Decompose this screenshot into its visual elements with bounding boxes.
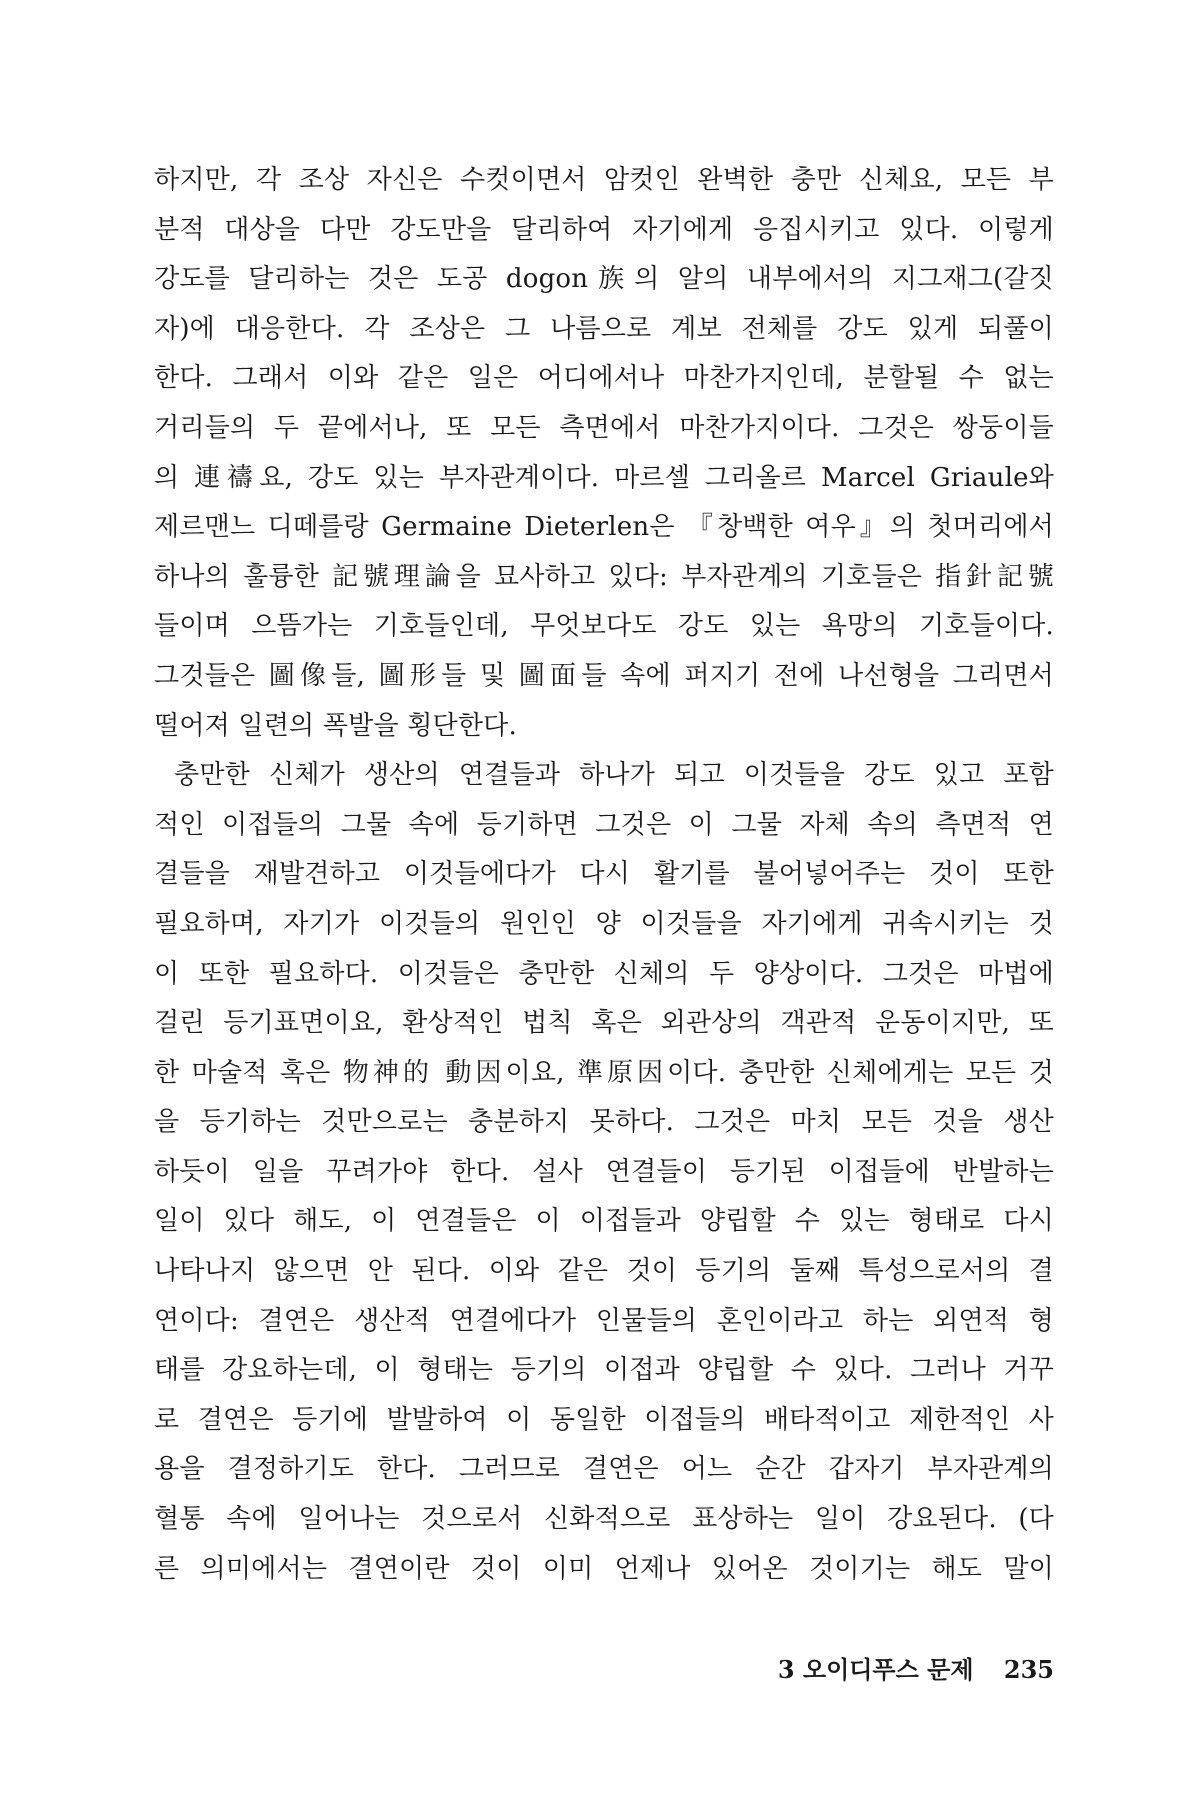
text-line: 이 또한 필요하다. 이것들은 충만한 신체의 두 양상이다. 그것은 마법에	[154, 958, 1054, 989]
text-line: 용을 결정하기도 한다. 그러므로 결연은 어느 순간 갑자기 부자관계의	[154, 1454, 1054, 1485]
text-line: 강도를 달리하는 것은 도공 dogon族의 알의 내부에서의 지그재그(갈짓	[154, 264, 1054, 295]
text-line: 을 등기하는 것만으로는 충분하지 못하다. 그것은 마치 모든 것을 생산	[154, 1107, 1054, 1138]
running-head: 3 오이디푸스 문제	[777, 1655, 974, 1684]
text-line: 걸린 등기표면이요, 환상적인 법칙 혹은 외관상의 객관적 운동이지만, 또	[154, 1008, 1054, 1039]
text-line: 태를 강요하는데, 이 형태는 등기의 이접과 양립할 수 있다. 그러나 거꾸	[154, 1355, 1054, 1386]
text-line: 결들을 재발견하고 이것들에다가 다시 활기를 불어넣어주는 것이 또한	[154, 859, 1054, 890]
text-line: 적인 이접들의 그물 속에 등기하면 그것은 이 그물 자체 속의 측면적 연	[154, 809, 1054, 840]
body-text	[154, 156, 1054, 1594]
text-line: 의 連禱요, 강도 있는 부자관계이다. 마르셀 그리올르 Marcel Griaule와	[154, 462, 1054, 493]
text-line: 떨어져 일련의 폭발을 횡단한다.	[154, 710, 517, 741]
text-line: 일이 있다 해도, 이 연결들은 이 이접들과 양립할 수 있는 형태로 다시	[154, 1206, 1054, 1237]
page-footer	[154, 1650, 1054, 1690]
text-line: 하나의 훌륭한 記號理論을 묘사하고 있다: 부자관계의 기호들은 指針記號	[154, 561, 1054, 592]
text-line: 거리들의 두 끝에서나, 또 모든 측면에서 마찬가지이다. 그것은 쌍둥이들	[154, 412, 1054, 443]
text-line: 자)에 대응한다. 각 조상은 그 나름으로 계보 전체를 강도 있게 되풀이	[154, 313, 1054, 344]
text-line: 혈통 속에 일어나는 것으로서 신화적으로 표상하는 일이 강요된다. (다	[154, 1504, 1054, 1535]
text-line: 른 의미에서는 결연이란 것이 이미 언제나 있어온 것이기는 해도 말이	[154, 1553, 1054, 1584]
text-line: 한 마술적 혹은 物神的 動因이요, 準原因이다. 충만한 신체에게는 모든 것	[154, 1057, 1054, 1088]
page-number: 235	[1003, 1655, 1054, 1684]
text-line: 하듯이 일을 꾸려가야 한다. 설사 연결들이 등기된 이접들에 반발하는	[154, 1156, 1054, 1187]
text-line: 연이다: 결연은 생산적 연결에다가 인물들의 혼인이라고 하는 외연적 형	[154, 1305, 1054, 1336]
text-line: 로 결연은 등기에 발발하여 이 동일한 이접들의 배타적이고 제한적인 사	[154, 1404, 1054, 1435]
text-line: 제르맨느 디떼를랑 Germaine Dieterlen은 『창백한 여우』의 첫머리에서	[154, 512, 1054, 543]
text-line: 분적 대상을 다만 강도만을 달리하여 자기에게 응집시키고 있다. 이렇게	[154, 214, 1054, 245]
text-line: 하지만, 각 조상 자신은 수컷이면서 암컷인 완벽한 충만 신체요, 모든 부	[154, 165, 1054, 195]
text-line: 들이며 으뜸가는 기호들인데, 무엇보다도 강도 있는 욕망의 기호들이다.	[154, 611, 1054, 642]
text-line: 충만한 신체가 생산의 연결들과 하나가 되고 이것들을 강도 있고 포함	[174, 760, 1054, 791]
text-line: 한다. 그래서 이와 같은 일은 어디에서나 마찬가지인데, 분할될 수 없는	[154, 363, 1054, 394]
text-line: 그것들은 圖像들, 圖形들 및 圖面들 속에 퍼지기 전에 나선형을 그리면서	[154, 660, 1054, 691]
text-line: 나타나지 않으면 안 된다. 이와 같은 것이 등기의 둘째 특성으로서의 결	[154, 1256, 1054, 1287]
text-line: 필요하며, 자기가 이것들의 원인인 양 이것들을 자기에게 귀속시키는 것	[154, 908, 1054, 939]
